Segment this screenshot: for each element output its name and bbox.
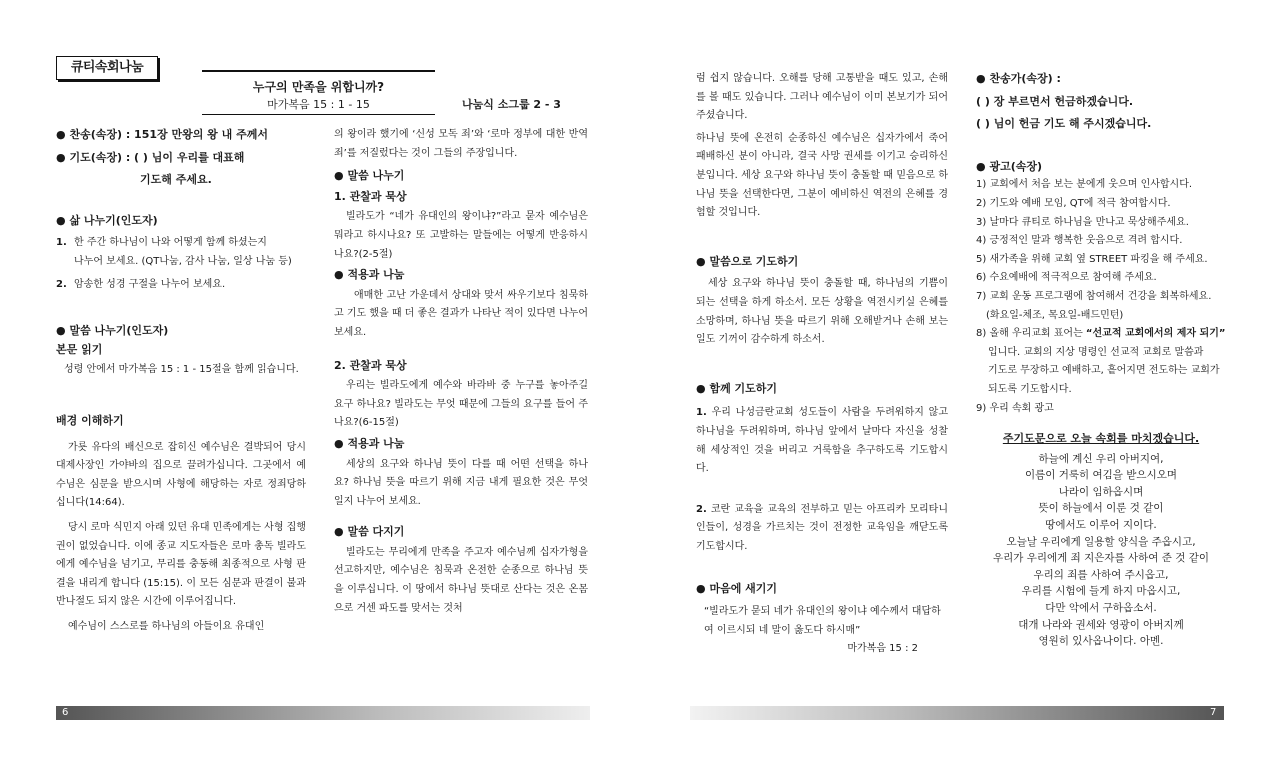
observation-2-heading: 2. 관찰과 묵상 [334,358,407,372]
offering-prayer-line: ( ) 님이 헌금 기도 해 주시겠습니다. [976,117,1152,131]
announcement-item-sub: (화요일-체조, 목요일-배드민턴) [986,309,1124,321]
pray-together-item-2-text: 코란 교육을 교육의 전부하고 믿는 아프리카 모리타니인들이, 성경을 가르치는 것이 전정한 교육임을 깨닫도록 기도합시다. [696,503,948,552]
left-column-1 [56,126,306,636]
lesson-scripture: 마가복음 15 : 1 - 15 [267,98,370,111]
lords-prayer-line: 하늘에 계신 우리 아버지여, [1038,452,1164,465]
word-sharing-heading: ● 말씀 나누기(인도자) [56,322,306,341]
announcement-item: 6) 수요예배에 적극적으로 참여해 주세요. [976,272,1157,284]
application-1-heading: ● 적용과 나눔 [334,266,588,285]
background-paragraph-1: 가룟 유다의 배신으로 잡히신 예수님은 결박되어 당시 대제사장인 가야바의 집으로 끌려가십니다. 그곳에서 예수님은 심문을 받으시며 사형에 해당하는 자로 정죄당하십니다(14:64). [56,441,306,509]
memory-verse-ref: 마가복음 15 : 2 [847,643,918,655]
life-item-1-text-a: 한 주간 하나님이 나와 어떻게 함께 하셨는지 [74,237,267,249]
reinforce-continued-2: 하나님 뜻에 온전히 순종하신 예수님은 십자가에서 죽어 패배하신 분이 아니라, 결국 사망 권세를 이기고 승리하신 분입니다. 세상 요구와 하나님 뜻이 충돌할 때 믿음으로 하나님 뜻을 선택한다면, 그분이 예비하신 역전의 은혜를 경험할 것입니다. [696,132,948,219]
application-2-text: 세상의 요구와 하나님 뜻이 다를 때 어떤 선택을 하나요? 하나님 뜻을 따르기 위해 지금 내게 필요한 것은 무엇일지 나누어 보세요. [334,458,588,507]
lords-prayer-line: 오늘날 우리에게 일용할 양식을 주옵시고, [1006,535,1196,548]
lords-prayer-line: 우리를 시험에 들게 하지 마옵시고, [1021,585,1181,598]
offering-hymn-line: ( ) 장 부르면서 헌금하겠습니다. [976,94,1134,108]
announcement-8-line-4: 되도록 기도합시다. [988,383,1072,395]
lords-prayer-line: 뜻이 하늘에서 이룬 것 같이 [1038,502,1164,515]
life-item-1-text-b: 나누어 보세요. (QT나눔, 감사 나눔, 일상 나눔 등) [74,255,292,267]
word-reinforce-heading: ● 말씀 다지기 [334,523,588,542]
background-continued: 의 왕이라 했기에 ‘신성 모독 죄’와 ‘로마 정부에 대한 반역 죄’를 저질렀다는 것이 그들의 주장입니다. [334,129,588,159]
announcement-8-prefix: 8) 올해 우리교회 표어는 [976,328,1086,340]
booklet-logo: 큐티속회나눔 [56,56,158,80]
right-page-number: 7 [1210,707,1217,718]
right-footer-bar [690,706,1224,720]
pray-together-item-1-text: 우리 나성금란교회 성도들이 사람을 두려워하지 않고 하나님을 두려워하며, 하나님 앞에서 날마다 자신을 성찰해 세상적인 것을 버리고 거룩함을 추구하도록 기도합시다. [696,407,948,475]
announcement-item: 2) 기도와 예배 모임, QT에 적극 참여합시다. [976,197,1171,209]
pray-together-item-2-num: 2. [696,503,707,515]
announcement-item: 4) 긍정적인 말과 행복한 웃음으로 격려 합시다. [976,235,1183,247]
life-sharing-heading: ● 삶 나누기(인도자) [56,212,306,231]
pray-with-word-heading: ● 말씀으로 기도하기 [696,253,948,272]
hymn-line: ● 찬송(속장) : 151장 만왕의 왕 내 주께서 [56,126,306,145]
pray-together-item-1-num: 1. [696,407,707,419]
lesson-title: 누구의 만족을 위합니까? [252,80,385,94]
lords-prayer-line: 우리의 죄를 사하여 주시옵고, [1033,568,1169,581]
closing-heading: 주기도문으로 오늘 속회를 마치겠습니다. [1002,432,1200,446]
lords-prayer-line: 땅에서도 이루어 지이다. [1045,519,1157,532]
lords-prayer-line: 나라이 임하옵시며 [1058,485,1144,498]
observation-1-heading: 1. 관찰과 묵상 [334,189,407,203]
memory-verse: “빌라도가 묻되 네가 유대인의 왕이냐 예수께서 대답하여 이르시되 네 말이 옳도다 하시매” [704,606,941,636]
church-motto: “선교적 교회에서의 제자 되기” [1085,328,1226,340]
prayer-line: ● 기도(속장) : ( ) 님이 우리를 대표해 [56,149,306,168]
life-item-2 [56,276,306,295]
application-1-text: 애매한 고난 가운데서 상대와 맞서 싸우기보다 침묵하고 기도 했을 때 더 좋은 결과가 나타난 적이 있다면 나누어 보세요. [334,289,588,338]
life-item-1-num: 1. [56,237,67,249]
application-2-heading: ● 적용과 나눔 [334,435,588,454]
announcement-item: 1) 교회에서 처음 보는 분에게 웃으며 인사합시다. [976,179,1193,191]
word-reinforce-text: 빌라도는 무리에게 만족을 주고자 예수님께 십자가형을 선고하지만, 예수님은 침묵과 온전한 순종으로 하나님 뜻을 이루십니다. 이 땅에서 하나님 뜻대로 산다는 것은 온몸으로 거센 파도를 맞서는 것처 [334,546,588,614]
announcement-item: 7) 교회 운동 프로그램에 참여해서 건강을 회복하세요. [976,290,1212,302]
right-column-2 [976,70,1226,650]
background-paragraph-3: 예수님이 스스로를 하나님의 아들이요 유대인 [68,620,265,632]
lords-prayer-line: 대개 나라와 권세와 영광이 아버지께 [1018,618,1184,631]
observation-1-text: 빌라도가 “네가 유대인의 왕이냐?”라고 묻자 예수님은 뭐라고 하시나요? 또 고발하는 말들에는 어떻게 반응하시나요?(2-5절) [334,211,588,260]
announcement-8-line-2: 입니다. 교회의 지상 명령인 선교적 교회로 말씀과 [988,346,1204,358]
left-footer-bar [56,706,590,720]
lords-prayer-line: 이름이 거룩히 여김을 받으시오며 [1024,469,1177,482]
text-reading: 성령 안에서 마가복음 15 : 1 - 15절을 함께 읽습니다. [64,364,299,376]
announcement-item-9: 9) 우리 속회 광고 [976,402,1054,414]
pray-together-heading: ● 함께 기도하기 [696,380,948,399]
pray-together-item-2 [696,501,948,557]
offering-hymn-heading: ● 찬송가(속장) : [976,70,1226,89]
pray-with-word-text: 세상 요구와 하나님 뜻이 충돌할 때, 하나님의 기쁨이 되는 선택을 하게 하소서. 모든 상황을 역전시키실 은혜를 소망하며, 하나님 뜻을 따르기 위해 오해받거나 손해 보는 일도 기꺼이 감수하게 하소서. [696,278,948,346]
lords-prayer [976,451,1226,650]
life-item-2-text: 암송한 성경 구절을 나누어 보세요. [74,278,226,290]
announcement-8-line-3: 기도로 무장하고 예배하고, 흩어지면 전도하는 교회가 [988,365,1220,377]
life-item-1 [56,234,306,271]
observation-2-text: 우리는 빌라도에게 예수와 바라바 중 누구를 놓아주길 요구 하나요? 빌라도는 무엇 때문에 그들의 요구를 들어 주나요?(6-15절) [334,380,588,429]
right-column-1 [696,70,948,659]
text-reading-heading: 본문 읽기 [56,342,103,356]
small-group-label: 나눔식 소그룹 2 - 3 [462,98,561,111]
background-heading: 배경 이해하기 [56,413,124,427]
announcement-item-8 [976,325,1226,344]
announcements-heading: ● 광고(속장) [976,158,1226,177]
lords-prayer-line: 영원히 있사옵나이다. 아멘. [1038,635,1164,648]
pray-together-item-1 [696,404,948,478]
lords-prayer-line: 다만 악에서 구하옵소서. [1045,602,1157,615]
memorize-heading: ● 마음에 새기기 [696,580,948,599]
announcement-item: 5) 새가족을 위해 교회 옆 STREET 파킹을 해 주세요. [976,253,1208,265]
lords-prayer-line: 우리가 우리에게 죄 지은자를 사하여 준 것 같이 [992,552,1210,565]
prayer-line-cont: 기도해 주세요. [140,173,212,187]
left-column-2 [334,126,588,618]
reinforce-continued-1: 럼 쉽지 않습니다. 오해를 당해 고통받을 때도 있고, 손해를 볼 때도 있습니다. 그러나 예수님이 이미 본보기가 되어 주셨습니다. [696,73,948,122]
word-discussion-heading: ● 말씀 나누기 [334,167,588,186]
life-item-2-num: 2. [56,278,67,290]
left-page-number: 6 [62,707,69,718]
background-paragraph-2: 당시 로마 식민지 아래 있던 유대 민족에게는 사형 집행권이 없었습니다. 이에 종교 지도자들은 로마 총독 빌라도에게 예수님을 넘기고, 무리를 충동해 최종적으로 사형 판결을 내리게 합니다 (15:15). 이 모든 심문과 판결이 불과 반나절도 되지 않은 시간에 이루어집니다. [56,521,306,608]
announcement-item: 3) 날마다 큐티로 하나님을 만나고 묵상해주세요. [976,216,1189,228]
